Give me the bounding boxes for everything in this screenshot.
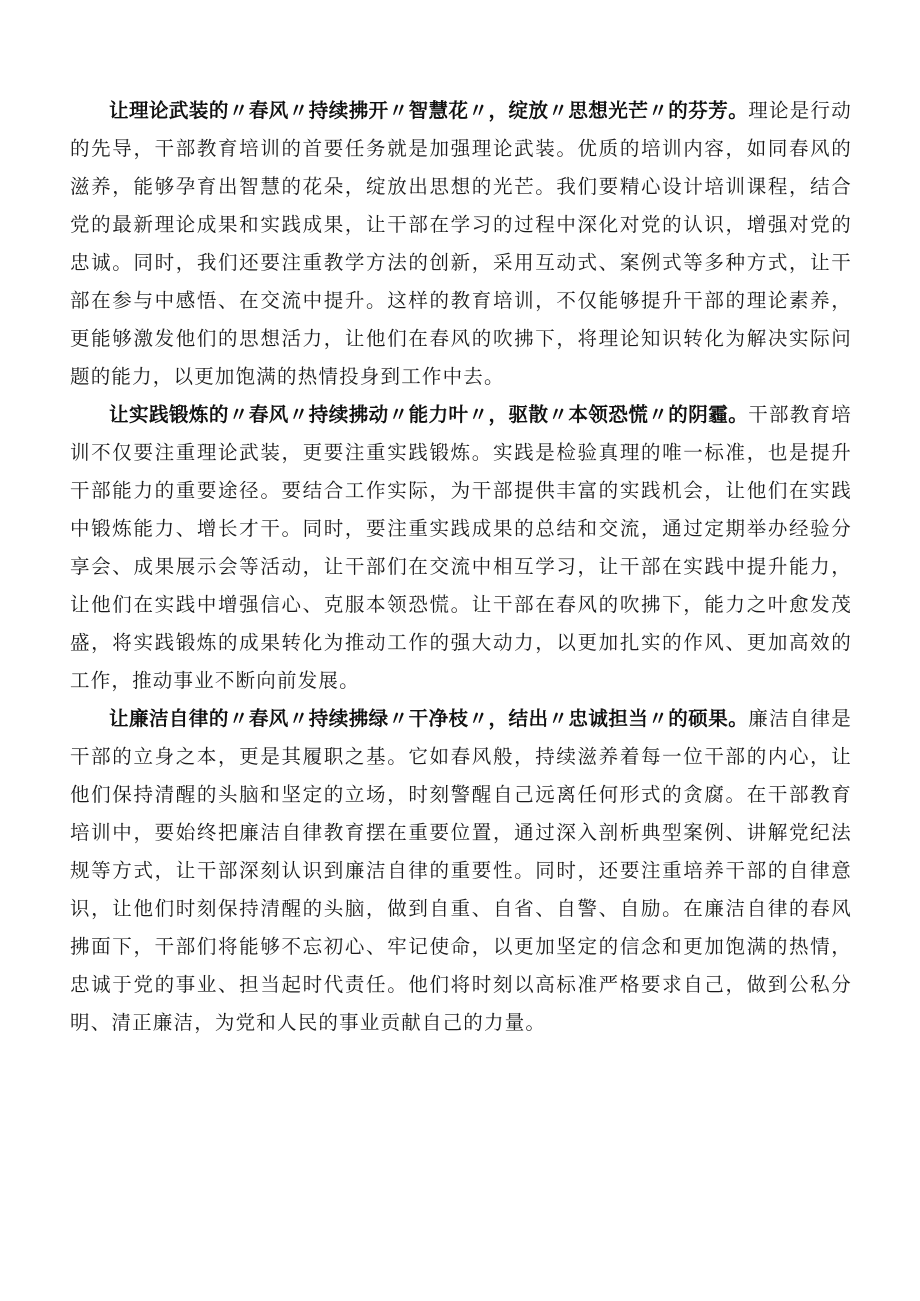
- paragraph-heading: 让实践锻炼的〃春风〃持续拂动〃能力叶〃，驱散〃本领恐慌〃的阴霾。: [109, 403, 749, 426]
- paragraph-integrity: [70, 700, 852, 1042]
- paragraph-body: 理论是行动的先导，干部教育培训的首要任务就是加强理论武装。优质的培训内容，如同春风的滋养，能够孕育出智慧的花朵，绽放出思想的光芒。我们要精心设计培训课程，结合党的最新理论成果和实践成果，让干部在学习的过程中深化对党的认识，增强对党的忠诚。同时，我们还要注重教学方法的创新，采用互动式、案例式等多种方式，让干部在参与中感悟、在交流中提升。这样的教育培训，不仅能够提升干部的理论素养，更能够激发他们的思想活力，让他们在春风的吹拂下，将理论知识转化为解决实际问题的能力，以更加饱满的热情投身到工作中去。: [70, 99, 852, 388]
- paragraph-body: 廉洁自律是干部的立身之本，更是其履职之基。它如春风般，持续滋养着每一位干部的内心，让他们保持清醒的头脑和坚定的立场，时刻警醒自己远离任何形式的贪腐。在干部教育培训中，要始终把廉洁自律教育摆在重要位置，通过深入剖析典型案例、讲解党纪法规等方式，让干部深刻认识到廉洁自律的重要性。同时，还要注重培养干部的自律意识，让他们时刻保持清醒的头脑，做到自重、自省、自警、自励。在廉洁自律的春风拂面下，干部们将能够不忘初心、牢记使命，以更加坚定的信念和更加饱满的热情，忠诚于党的事业、担当起时代责任。他们将时刻以高标准严格要求自己，做到公私分明、清正廉洁，为党和人民的事业贡献自己的力量。: [70, 707, 852, 1034]
- paragraph-theory: [70, 92, 852, 396]
- paragraph-heading: 让理论武装的〃春风〃持续拂开〃智慧花〃，绽放〃思想光芒〃的芬芳。: [109, 99, 749, 122]
- paragraph-heading: 让廉洁自律的〃春风〃持续拂绿〃干净枝〃，结出〃忠诚担当〃的硕果。: [109, 707, 749, 730]
- paragraph-body: 干部教育培训不仅要注重理论武装，更要注重实践锻炼。实践是检验真理的唯一标准，也是提升干部能力的重要途径。要结合工作实际，为干部提供丰富的实践机会，让他们在实践中锻炼能力、增长才干。同时，要注重实践成果的总结和交流，通过定期举办经验分享会、成果展示会等活动，让干部们在交流中相互学习，让干部在实践中提升能力，让他们在实践中增强信心、克服本领恐慌。让干部在春风的吹拂下，能力之叶愈发茂盛，将实践锻炼的成果转化为推动工作的强大动力，以更加扎实的作风、更加高效的工作，推动事业不断向前发展。: [70, 403, 852, 692]
- paragraph-practice: [70, 396, 852, 700]
